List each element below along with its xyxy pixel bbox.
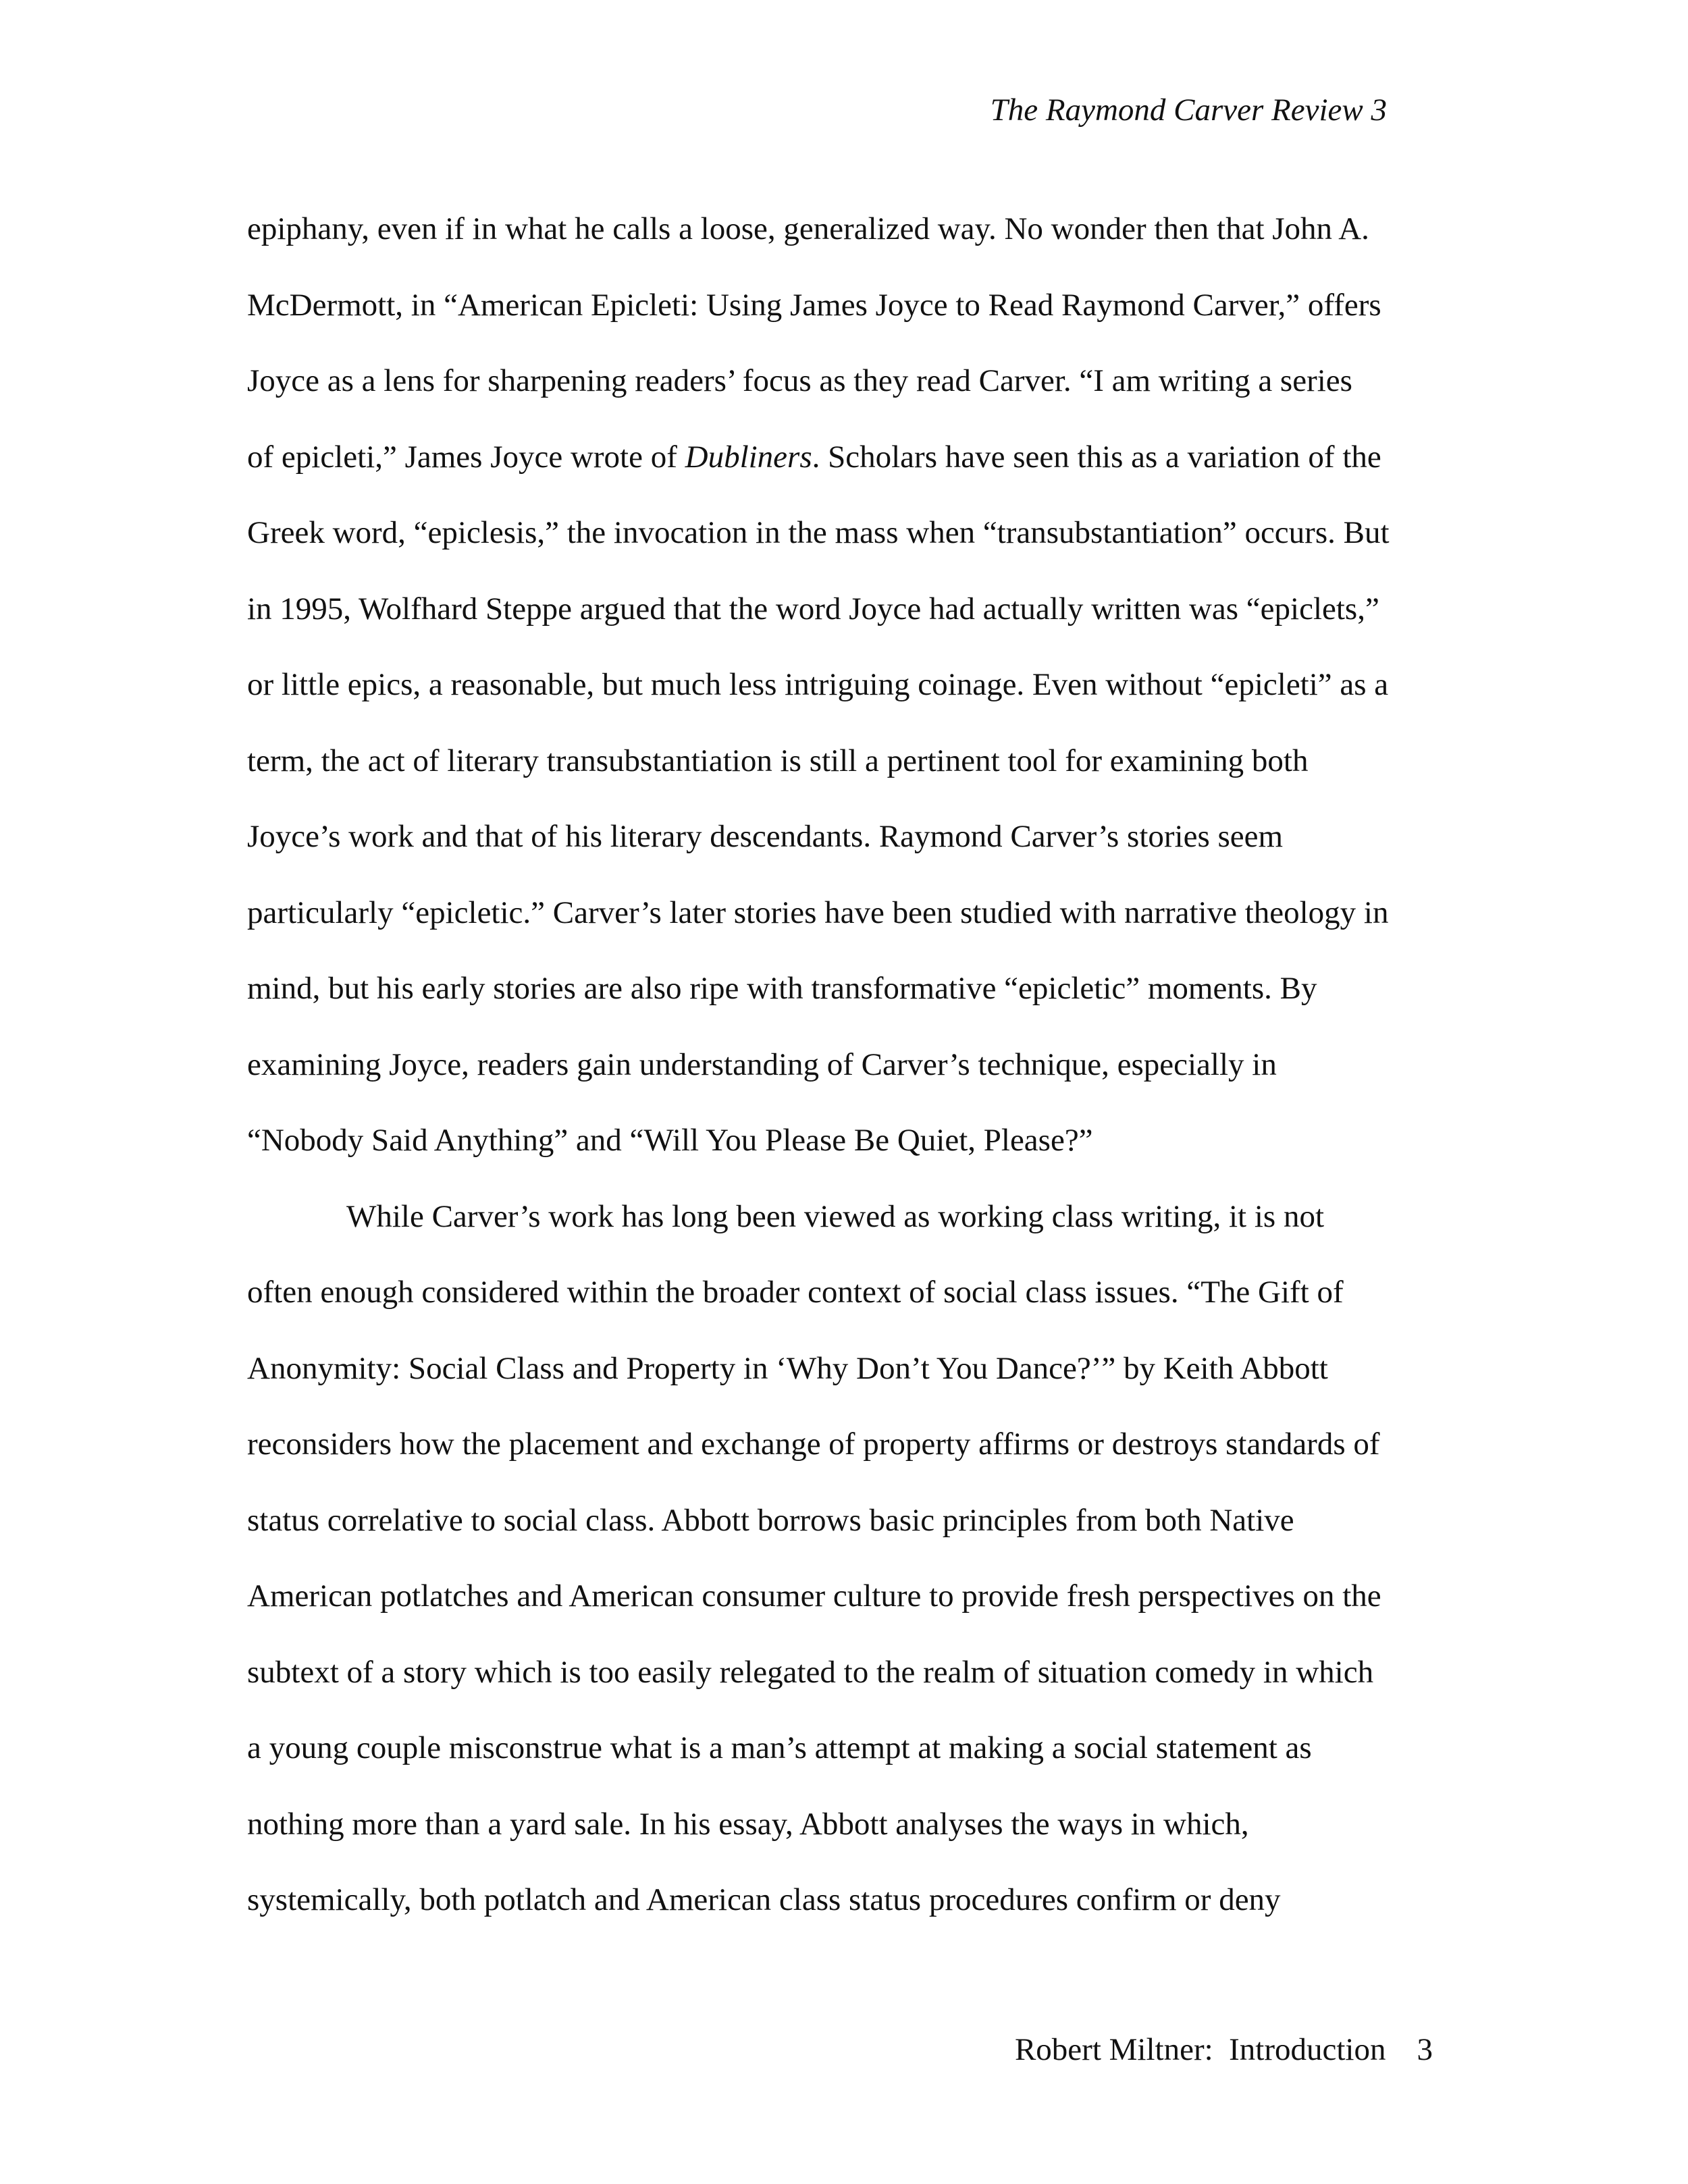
text-line: epiphany, even if in what he calls a loose, generalized way. No wonder then that John A. (247, 211, 1369, 246)
page-number: 3 (1417, 2032, 1433, 2067)
text-line: subtext of a story which is too easily relegated to the realm of situation comedy in which (247, 1654, 1374, 1690)
text-line: Anonymity: Social Class and Property in ‘Why Don’t You Dance?’” by Keith Abbott (247, 1350, 1328, 1386)
text-line: term, the act of literary transubstantiation is still a pertinent tool for examining both (247, 743, 1309, 778)
text-line: “Nobody Said Anything” and “Will You Please Be Quiet, Please?” (247, 1123, 1093, 1158)
text-line: a young couple misconstrue what is a man’s attempt at making a social statement as (247, 1730, 1312, 1765)
text-line: Joyce’s work and that of his literary descendants. Raymond Carver’s stories seem (247, 819, 1284, 854)
running-header: The Raymond Carver Review 3 (990, 92, 1387, 128)
text-line: Greek word, “epiclesis,” the invocation in the mass when “transubstantiation” occurs. But (247, 515, 1390, 550)
running-footer (1015, 2034, 1433, 2066)
text-line: Joyce as a lens for sharpening readers’ focus as they read Carver. “I am writing a series (247, 363, 1352, 398)
text-run: of epicleti,” James Joyce wrote of (247, 439, 685, 475)
body-text (247, 191, 1449, 1938)
text-line: reconsiders how the placement and exchange of property affirms or destroys standards of (247, 1427, 1380, 1462)
text-line: particularly “epicletic.” Carver’s later stories have been studied with narrative theology in (247, 895, 1389, 930)
text-line: McDermott, in “American Epicleti: Using James Joyce to Read Raymond Carver,” offers (247, 287, 1381, 323)
text-line: systemically, both potlatch and American class status procedures confirm or deny (247, 1882, 1281, 1917)
text-line: examining Joyce, readers gain understanding of Carver’s technique, especially in (247, 1046, 1277, 1082)
text-line: or little epics, a reasonable, but much less intriguing coinage. Even without “epicleti” as a (247, 667, 1389, 702)
footer-author-section: Robert Miltner: Introduction (1014, 2032, 1386, 2067)
text-line: in 1995, Wolfhard Steppe argued that the word Joyce had actually written was “epiclets,” (247, 591, 1379, 627)
text-line: often enough considered within the broader context of social class issues. “The Gift of (247, 1275, 1344, 1310)
text-line: American potlatches and American consumer culture to provide fresh perspectives on the (247, 1578, 1381, 1614)
text-line: status correlative to social class. Abbott borrows basic principles from both Native (247, 1502, 1294, 1538)
paragraph-first-line: While Carver’s work has long been viewed as working class writing, it is not (346, 1198, 1325, 1234)
book-title-dubliners: Dubliners (685, 439, 812, 475)
text-line: mind, but his early stories are also ripe with transformative “epicletic” moments. By (247, 971, 1317, 1006)
text-line (247, 419, 1449, 496)
text-line: nothing more than a yard sale. In his essay, Abbott analyses the ways in which, (247, 1806, 1249, 1842)
text-run: . Scholars have seen this as a variation of the (812, 439, 1381, 475)
